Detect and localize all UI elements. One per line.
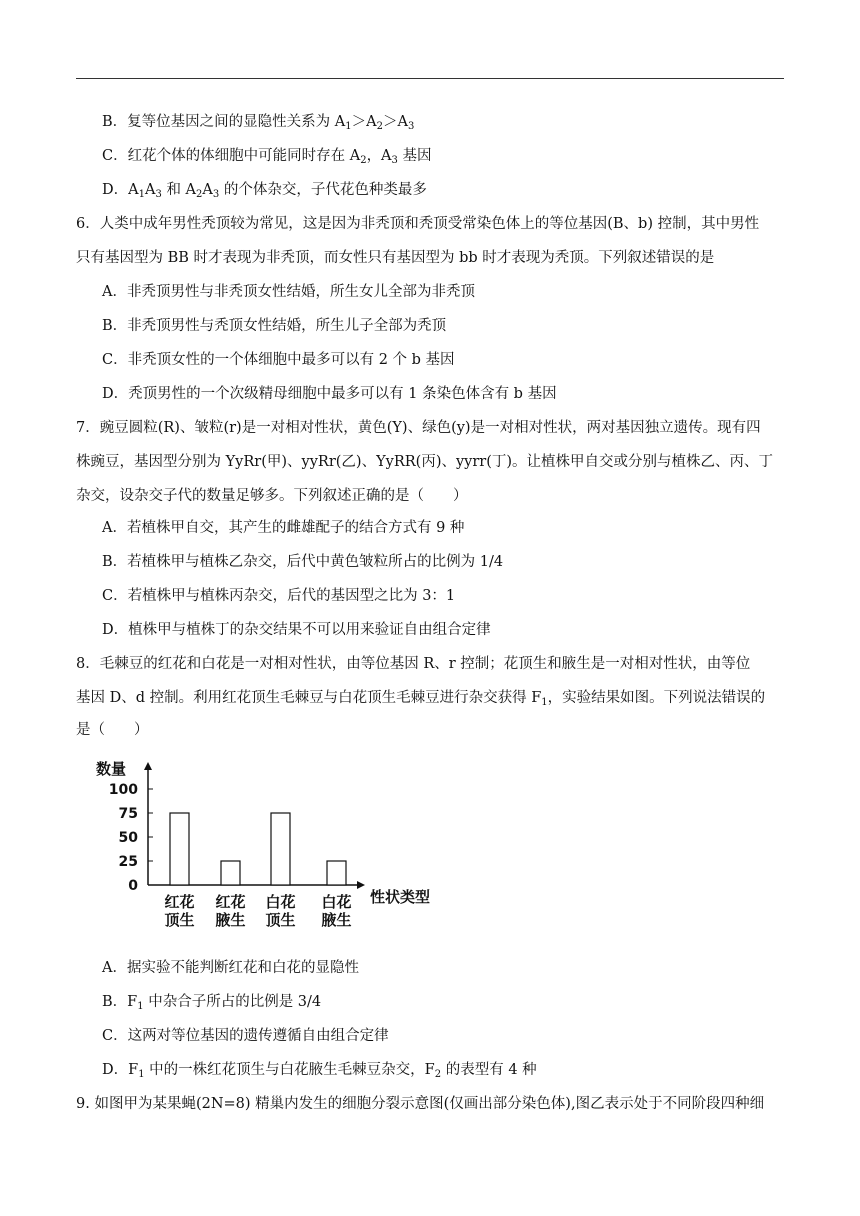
q5-option-c: C．红花个体的体细胞中可能同时存在 $A_2$，$A_3$ 基因	[102, 148, 432, 166]
q7-stem-line2: 株豌豆，基因型分别为 YyRr(甲)、yyRr(乙)、YyRR(丙)、yyrr(丁)。让植株甲自交或分别与植株乙、丙、丁	[76, 454, 774, 470]
bar	[221, 861, 240, 885]
q9-stem-line1: 9. 如图甲为某果蝇(2N=8) 精巢内发生的细胞分裂示意图(仅画出部分染色体),图乙表示处于不同阶段四种细	[76, 1096, 765, 1112]
y-axis-label: 数量	[96, 760, 127, 778]
x-tick-label: 顶生	[265, 911, 296, 929]
q7-option-d: D．植株甲与植株丁的杂交结果不可以用来验证自由组合定律	[102, 622, 491, 638]
x-tick-label: 红花	[164, 893, 195, 911]
q8-stem-line2: 基因 D、d 控制。利用红花顶生毛棘豆与白花顶生毛棘豆进行杂交获得 $F_1$，实验结果如图。下列说法错误的	[76, 690, 766, 708]
bar	[170, 813, 189, 885]
q6-stem-line1: 6．人类中成年男性秃顶较为常见，这是因为非秃顶和秃顶受常染色体上的等位基因(B、b) 控制，其中男性	[76, 216, 760, 232]
x-axis-arrow	[357, 881, 365, 889]
q6-option-a: A．非秃顶男性与非秃顶女性结婚，所生女儿全部为非秃顶	[102, 284, 475, 300]
q7-option-c: C．若植株甲与植株丙杂交，后代的基因型之比为 3：1	[102, 588, 456, 604]
q7-option-a: A．若植株甲自交，其产生的雌雄配子的结合方式有 9 种	[102, 520, 465, 536]
bar	[271, 813, 290, 885]
y-axis-arrow	[144, 762, 152, 770]
x-tick-label: 白花	[321, 893, 352, 911]
x-tick-label: 顶生	[164, 911, 195, 929]
q6-option-c: C．非秃顶女性的一个体细胞中最多可以有 2 个 b 基因	[102, 352, 455, 368]
bar	[327, 861, 346, 885]
x-tick-label: 腋生	[215, 911, 246, 929]
q6-stem-line2: 只有基因型为 BB 时才表现为非秃顶，而女性只有基因型为 bb 时才表现为秃顶。下列叙述错误的是	[76, 250, 715, 266]
q8-bar-chart	[90, 754, 460, 930]
q7-stem-line1: 7．豌豆圆粒(R)、皱粒(r)是一对相对性状，黄色(Y)、绿色(y)是一对相对性状，两对基因独立遗传。现有四	[76, 420, 761, 436]
q8-option-b: B．$F_1$ 中杂合子所占的比例是 3/4	[102, 994, 322, 1012]
x-tick-label: 白花	[265, 893, 296, 911]
q6-option-b: B．非秃顶男性与秃顶女性结婚，所生儿子全部为秃顶	[102, 318, 447, 334]
q5-option-d: D．$A_1A_3$ 和 $A_2A_3$ 的个体杂交，子代花色种类最多	[102, 182, 427, 200]
q8-stem-line1: 8．毛棘豆的红花和白花是一对相对性状，由等位基因 R、r 控制；花顶生和腋生是一对相对性状，由等位	[76, 656, 751, 672]
q8-option-a: A．据实验不能判断红花和白花的显隐性	[102, 960, 359, 976]
q8-option-d: D．$F_1$ 中的一株红花顶生与白花腋生毛棘豆杂交，$F_2$ 的表型有 4 种	[102, 1062, 537, 1080]
x-tick-label: 红花	[215, 893, 246, 911]
q5-option-b: B．复等位基因之间的显隐性关系为 $A_1>A_2>A_3$	[102, 114, 415, 132]
q7-option-b: B．若植株甲与植株乙杂交，后代中黄色皱粒所占的比例为 1/4	[102, 554, 504, 570]
y-tick-label: 75	[118, 806, 138, 822]
y-tick-label: 25	[118, 854, 138, 870]
q6-option-d: D．秃顶男性的一个次级精母细胞中最多可以有 1 条染色体含有 b 基因	[102, 386, 557, 402]
q8-option-c: C．这两对等位基因的遗传遵循自由组合定律	[102, 1028, 389, 1044]
y-tick-label: 100	[108, 782, 138, 798]
x-tick-label: 腋生	[321, 911, 352, 929]
header-rule	[76, 78, 784, 79]
q8-stem-line3: 是（ ）	[76, 722, 149, 738]
y-tick-label: 0	[128, 878, 138, 894]
q7-stem-line3: 杂交，设杂交子代的数量足够多。下列叙述正确的是（ ）	[76, 488, 468, 504]
y-tick-label: 50	[118, 830, 138, 846]
x-axis-label: 性状类型	[370, 888, 431, 906]
